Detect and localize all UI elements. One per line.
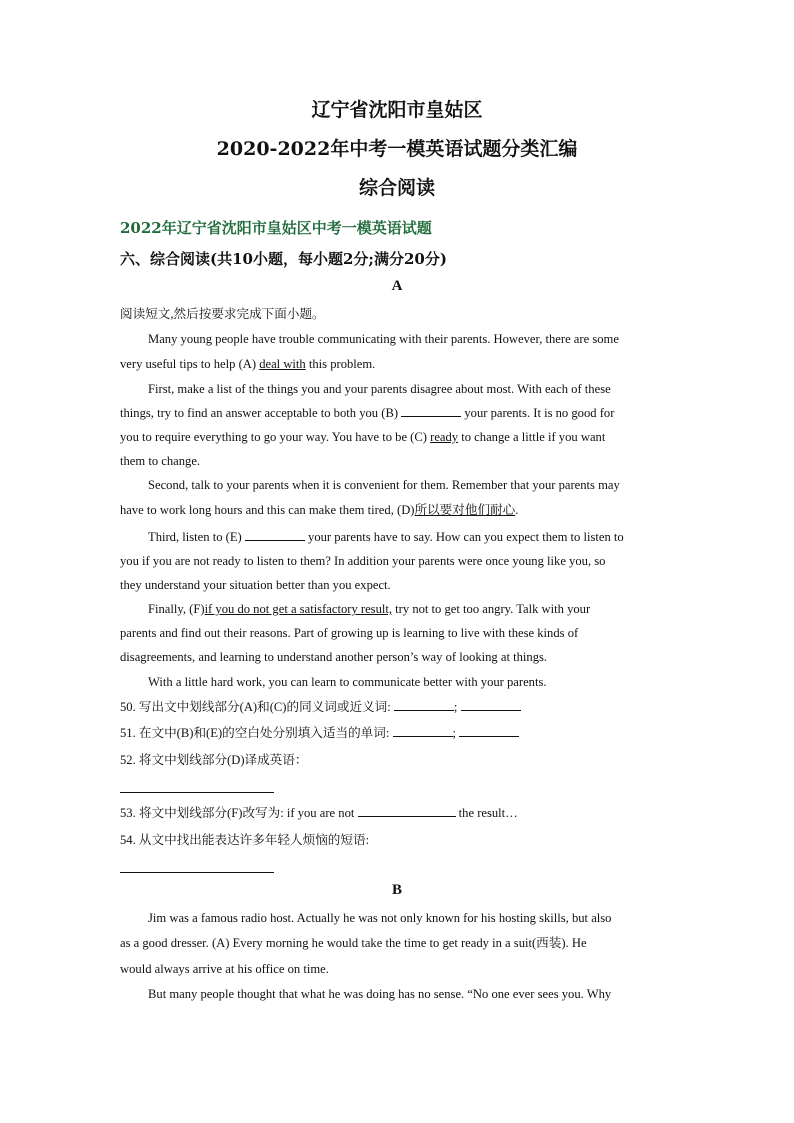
passage-line: Finally, (F)if you do not get a satisfactory result, try not to get too angry. Talk with your (148, 602, 591, 616)
blank-e (245, 529, 305, 541)
answer-blank[interactable] (459, 725, 519, 737)
passage-line: as a good dresser. (A) Every morning he would take the time to get ready in a suit(西装). He (120, 936, 587, 950)
passage-line: But many people thought that what he was doing has no sense. “No one ever sees you. Why (148, 987, 612, 1001)
passage-line: they understand your situation better than you expect. (120, 578, 391, 592)
exam-title: 2022年辽宁省沈阳市皇姑区中考一模英语试题 (120, 219, 432, 237)
underline-d: 所以要对他们耐心 (414, 503, 516, 517)
question-53: 53. 将文中划线部分(F)改写为: if you are not the result… (120, 806, 518, 820)
blank-b (401, 405, 461, 417)
answer-line[interactable] (120, 792, 274, 793)
passage-line: things, try to find an answer acceptable to both you (B) your parents. It is no good for (120, 406, 615, 420)
passage-line: would always arrive at his office on time. (120, 962, 329, 976)
passage-line: you if you are not ready to listen to them? In addition your parents were once young like you, so (120, 554, 606, 568)
question-50: 50. 写出文中划线部分(A)和(C)的同义词或近义词: ; (120, 699, 676, 715)
passage-line: Third, listen to (E) your parents have to say. How can you expect them to listen to (148, 530, 624, 544)
passage-b-letter: B (391, 882, 402, 898)
passage-a-letter: A (391, 278, 403, 294)
section-heading: 六、综合阅读(共10小题，每小题2分;满分20分) (120, 250, 447, 268)
passage-line: very useful tips to help (A) deal with this problem. (120, 357, 376, 371)
passage-line: parents and find out their reasons. Part of growing up is learning to live with these kinds of (120, 626, 579, 640)
passage-line: Second, talk to your parents when it is convenient for them. Remember that your parents may (148, 478, 620, 492)
underline-c: ready (430, 430, 459, 444)
passage-line: them to change. (120, 454, 201, 468)
answer-line[interactable] (120, 872, 274, 873)
answer-blank[interactable] (358, 805, 456, 817)
underline-f: if you do not get a satisfactory result, (204, 602, 393, 616)
question-54: 54. 从文中找出能表达许多年轻人烦恼的短语: (120, 833, 370, 847)
title-subject: 2020-2022年中考一模英语试题分类汇编 (216, 138, 578, 160)
passage-line: have to work long hours and this can make them tired, (D)所以要对他们耐心. (120, 503, 519, 517)
passage-line: Many young people have trouble communicating with their parents. However, there are some (148, 332, 619, 346)
underline-a: deal with (259, 357, 306, 371)
passage-line: First, make a list of the things you and your parents disagree about most. With each of these (148, 382, 611, 396)
passage-line: Jim was a famous radio host. Actually he was not only known for his hosting skills, but also (148, 911, 612, 925)
answer-blank[interactable] (394, 699, 454, 711)
title-topic: 综合阅读 (358, 177, 435, 199)
answer-blank[interactable] (393, 725, 453, 737)
title-region: 辽宁省沈阳市皇姑区 (311, 99, 483, 121)
passage-a-instruction: 阅读短文,然后按要求完成下面小题。 (120, 307, 325, 321)
question-51: 51. 在文中(B)和(E)的空白处分别填入适当的单词: ; (120, 725, 676, 741)
answer-blank[interactable] (461, 699, 521, 711)
passage-line: disagreements, and learning to understand another person’s way of looking at things. (120, 650, 548, 664)
passage-line: you to require everything to go your way. You have to be (C) ready to change a little if you want (120, 430, 606, 444)
question-52: 52. 将文中划线部分(D)译成英语： (120, 753, 308, 767)
passage-line: With a little hard work, you can learn to communicate better with your parents. (148, 675, 547, 689)
